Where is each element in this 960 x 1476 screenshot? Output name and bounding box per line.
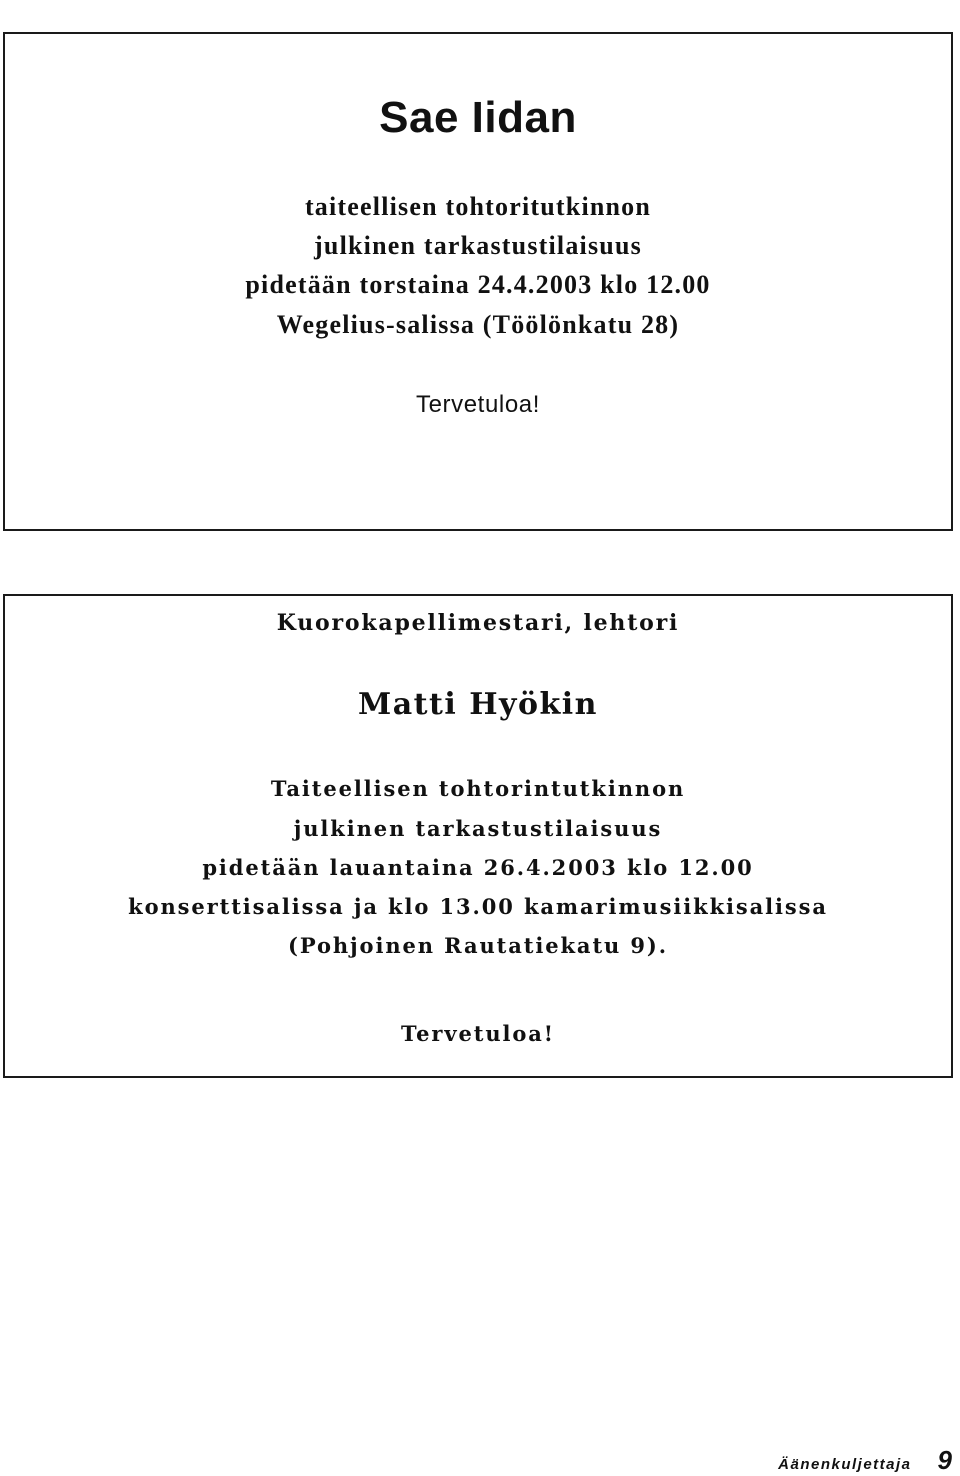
announcement-line: julkinen tarkastustilaisuus	[314, 231, 642, 260]
announcement-name: Matti Hyökin	[358, 687, 598, 722]
announcement-box-matti-hyokin	[3, 594, 953, 1078]
publication-name: Äänenkuljettaja	[778, 1456, 912, 1473]
announcement-line: konserttisalissa ja klo 13.00 kamarimusiikkisalissa	[128, 894, 828, 919]
announcement-line: taiteellisen tohtoritutkinnon	[304, 192, 652, 221]
announcement-title: Sae Iidan	[379, 93, 577, 142]
announcement-line: julkinen tarkastustilaisuus	[293, 816, 663, 841]
page-number: 9	[937, 1445, 952, 1475]
welcome-text: Tervetuloa!	[401, 1021, 555, 1046]
announcement-line: pidetään lauantaina 26.4.2003 klo 12.00	[202, 855, 754, 880]
announcement-line: (Pohjoinen Rautatiekatu 9).	[288, 933, 668, 958]
announcement-box-sae-iidan	[3, 32, 953, 531]
announcement-role: Kuorokapellimestari, lehtori	[276, 610, 680, 636]
announcement-line: pidetään torstaina 24.4.2003 klo 12.00	[245, 270, 711, 299]
announcement-line: Taiteellisen tohtorintutkinnon	[270, 776, 686, 801]
welcome-text: Tervetuloa!	[416, 391, 540, 418]
announcement-line: Wegelius-salissa (Töölönkatu 28)	[276, 310, 680, 339]
page-footer	[778, 1445, 952, 1476]
